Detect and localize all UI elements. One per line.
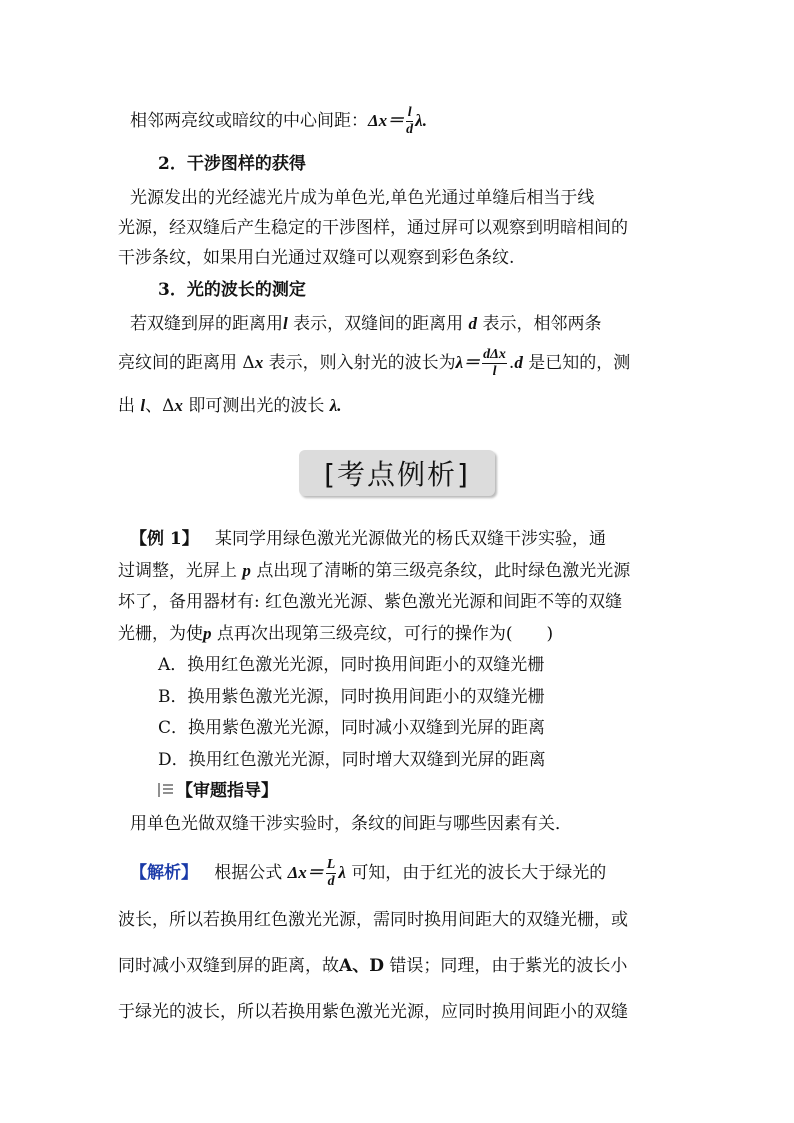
guide-heading bbox=[158, 779, 278, 803]
text-span: 是已知的，测 bbox=[528, 353, 631, 373]
paragraph-2-line-3: 干涉条纹，如果用白光通过双缝可以观察到彩色条纹. bbox=[118, 248, 515, 268]
text-span: 若双缝到屏的距离用 bbox=[130, 314, 283, 334]
guide-text: 用单色光做双缝干涉实验时，条纹的间距与哪些因素有关． bbox=[130, 814, 572, 834]
options-ref: A、D bbox=[339, 956, 384, 976]
section-header-examples: [考点例析] bbox=[299, 450, 495, 496]
var-lambda: λ bbox=[338, 863, 346, 882]
formula-tail: λ. bbox=[415, 111, 427, 130]
example-question-line-1 bbox=[130, 527, 606, 551]
example-question-line-2 bbox=[118, 559, 630, 583]
text-span: 、Δ bbox=[145, 396, 175, 416]
var-l: l bbox=[283, 314, 288, 333]
text-span: 某同学用绿色激光光源做光的杨氏双缝干涉实验，通 bbox=[214, 529, 606, 549]
formula-lhs: Δx＝ bbox=[368, 111, 405, 130]
analysis-line-1 bbox=[130, 858, 606, 889]
text-span: 表示，双缝间的距离用 bbox=[293, 314, 464, 334]
guide-label: 【审题指导】 bbox=[176, 781, 278, 801]
var-lambda: λ. bbox=[329, 396, 342, 415]
analysis-line-2: 波长，所以若换用红色激光光源，需同时换用间距大的双缝光栅，或 bbox=[118, 910, 628, 930]
text-span: 相邻两亮纹或暗纹的中心间距： bbox=[130, 111, 368, 131]
text-span: 错误；同理，由于紫光的波长小 bbox=[389, 956, 628, 976]
paragraph-2-line-1: 光源发出的光经滤光片成为单色光,单色光通过单缝后相当于线 bbox=[130, 188, 595, 208]
text-span: 亮纹间的距离用 Δ bbox=[118, 353, 255, 373]
var-p: p bbox=[203, 624, 212, 643]
paragraph-3-line-2 bbox=[118, 348, 630, 379]
example-question-line-4 bbox=[118, 622, 553, 646]
var-d: d bbox=[468, 314, 478, 333]
numerator: L bbox=[326, 857, 336, 872]
formula-line-spacing bbox=[130, 106, 427, 137]
text-span: 表示，相邻两条 bbox=[482, 314, 602, 334]
paragraph-3-line-1 bbox=[130, 312, 601, 336]
text-span: 出 bbox=[118, 396, 135, 416]
text-span: 表示，则入射光的波长为 bbox=[268, 353, 456, 373]
denominator: d bbox=[406, 122, 414, 137]
text-span: . bbox=[508, 353, 515, 373]
analysis-label: 【解析】 bbox=[130, 863, 198, 883]
var-l: l bbox=[140, 396, 146, 415]
var-x: x bbox=[254, 353, 264, 372]
fraction-l-over-d bbox=[406, 106, 413, 137]
analysis-line-3 bbox=[118, 954, 627, 978]
var-x: x bbox=[174, 396, 183, 415]
var-p: p bbox=[242, 561, 251, 580]
numerator: l bbox=[407, 105, 412, 120]
fraction-d-dx-over-l bbox=[482, 348, 507, 379]
section-title-3: 3．光的波长的测定 bbox=[158, 280, 306, 300]
text-span: 点出现了清晰的第三级亮条纹，此时绿色激光光源 bbox=[256, 561, 631, 581]
text-span: 即可测出光的波长 bbox=[188, 396, 325, 416]
paragraph-3-line-3 bbox=[118, 394, 342, 418]
text-span: 光栅，为使 bbox=[118, 624, 203, 644]
text-span: 可知，由于红光的波长大于绿光的 bbox=[351, 863, 607, 883]
formula-lhs: Δx＝ bbox=[287, 863, 324, 882]
option-c: C．换用紫色激光光源，同时减小双缝到光屏的距离 bbox=[158, 718, 546, 738]
fraction-L-over-d bbox=[326, 858, 337, 889]
text-span: 根据公式 bbox=[214, 863, 283, 883]
list-indent-icon bbox=[158, 782, 174, 798]
example-question-line-3: 坏了，备用器材有: 红色激光光源、紫色激光光源和间距不等的双缝 bbox=[118, 592, 623, 612]
var-d: d bbox=[514, 353, 523, 372]
section-title-2: 2．干涉图样的获得 bbox=[158, 154, 306, 174]
option-b: B．换用紫色激光光源，同时换用间距小的双缝光栅 bbox=[158, 687, 545, 707]
numerator: dΔx bbox=[483, 347, 506, 362]
example-label: 【例 1】 bbox=[130, 529, 199, 549]
var-lambda: λ＝ bbox=[455, 353, 481, 372]
option-d: D．换用红色激光光源，同时增大双缝到光屏的距离 bbox=[158, 750, 546, 770]
paragraph-2-line-2: 光源，经双缝后产生稳定的干涉图样，通过屏可以观察到明暗相间的 bbox=[118, 218, 628, 238]
analysis-line-4: 于绿光的波长，所以若换用紫色激光光源，应同时换用间距小的双缝 bbox=[118, 1002, 628, 1022]
denominator: d bbox=[327, 874, 335, 889]
text-span: 点再次出现第三级亮纹，可行的操作为( ) bbox=[216, 624, 554, 644]
denominator: l bbox=[492, 364, 497, 379]
text-span: 过调整，光屏上 bbox=[118, 561, 237, 581]
option-a: A．换用红色激光光源，同时换用间距小的双缝光栅 bbox=[158, 655, 545, 675]
text-span: 同时减小双缝到屏的距离，故 bbox=[118, 956, 339, 976]
